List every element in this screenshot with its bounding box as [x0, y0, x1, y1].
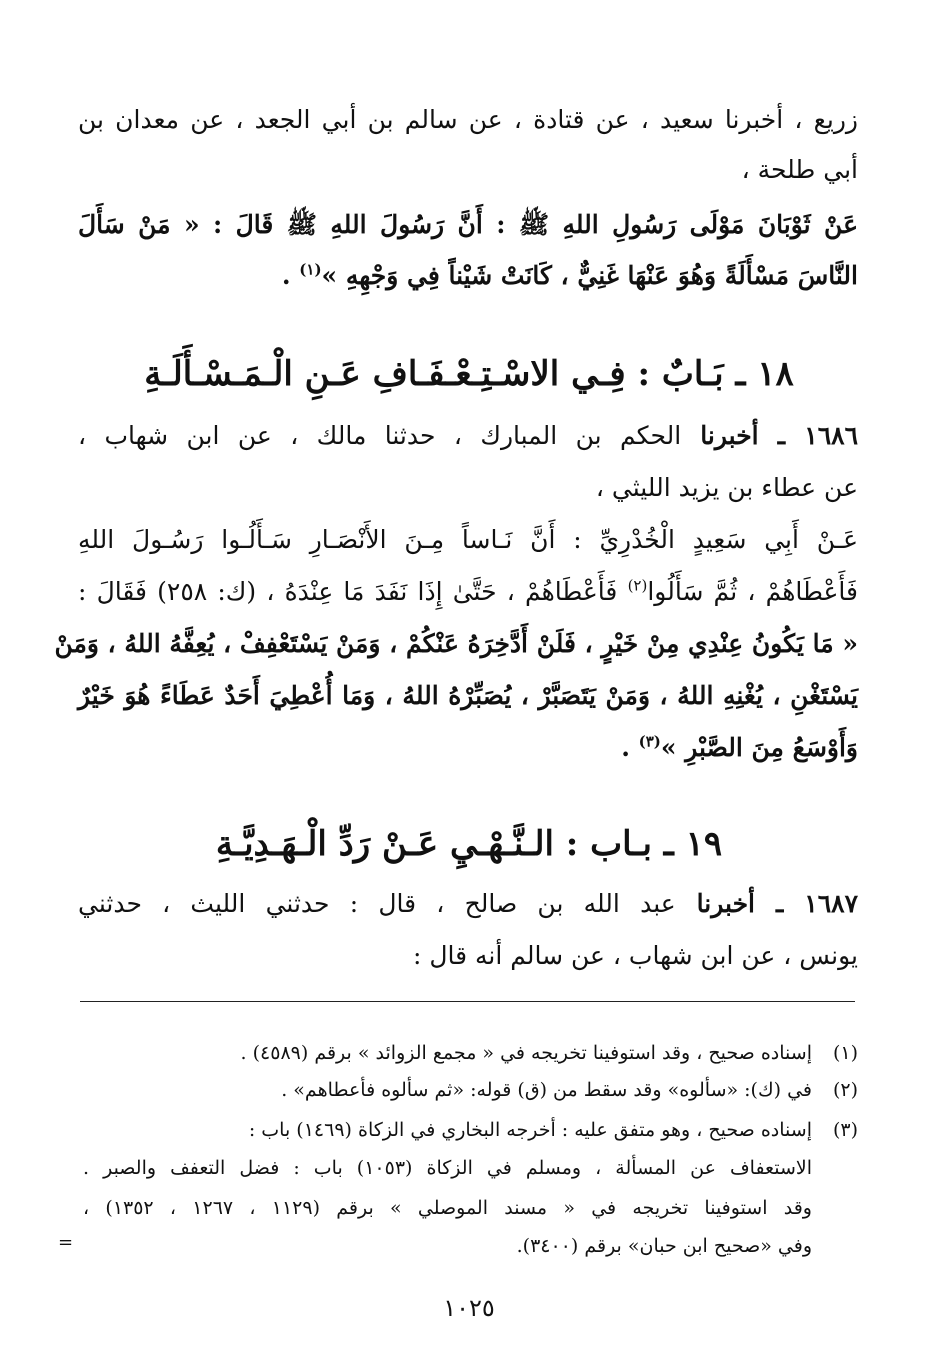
footnote-ref-1: (١) — [299, 260, 322, 279]
hadith-text: النَّاسَ مَسْأَلَةً وَهُوَ عَنْهَا غَنِيٌّ ، كَانَتْ شَيْناً فِي وَجْهِهِ » — [321, 261, 858, 290]
footnote-text: إسناده صحيح ، وقد استوفينا تخريجه في « مجمع الزوائد » برقم (٤٥٨٩) . — [240, 1042, 812, 1064]
footnote-3-line-2: الاستعفاف عن المسألة ، ومسلم في الزكاة (١٠٥٣) باب : فضل التعفف والصبر . — [83, 1157, 812, 1179]
hadith-1686-text-line-5 — [78, 728, 858, 768]
hadith-text-line-2 — [78, 256, 858, 296]
footnote-3-line-3: وقد استوفينا تخريجه في « مسند الموصلي » برقم (١١٢٩ ، ١٢٦٧ ، ١٣٥٢) ، — [83, 1197, 812, 1219]
footnote-text: في (ك): «سألوه» وقد سقط من (ق) قوله: «ثم سألوه فأعطاهم» . — [281, 1079, 812, 1101]
footnote-1 — [83, 1037, 858, 1069]
continuation-mark: = — [58, 1232, 74, 1253]
akhbarana-word: أخبرنا — [681, 421, 778, 450]
hadith-1686-isnad-line-1 — [78, 416, 858, 456]
page-number: ١٠٢٥ — [443, 1294, 495, 1322]
hadith-text-line-1: عَنْ ثَوْبَانَ مَوْلَى رَسُولِ اللهِ ﷺ : أَنَّ رَسُولَ اللهِ ﷺ قَالَ : « مَنْ سَأَلَ — [78, 210, 858, 239]
hadith-1687-isnad-line-1 — [78, 884, 858, 924]
hadith-1686-text-line-2 — [78, 572, 858, 612]
footnote-text: إسناده صحيح ، وهو متفق عليه : أخرجه البخاري في الزكاة (١٤٦٩) باب : — [248, 1119, 812, 1141]
footnote-number: (٢) — [832, 1079, 858, 1101]
hadith-text: وَأَوْسَعُ مِنَ الصَّبْرِ » — [660, 733, 858, 762]
hadith-1686-text-line-3: « مَا يَكُونُ عِنْدِي مِنْ خَيْرٍ ، فَلَنْ أَدَّخِرَهُ عَنْكُمْ ، وَمَنْ يَسْتَعْفِفْ ، يُعِفَّهُ اللهُ ، وَمَنْ — [54, 629, 858, 658]
section-18-heading: ١٨ ـ بَـابٌ : فِـي الاسْـتِـعْـفَـافِ عَـنِ الْـمَـسْـأَلَـةِ — [144, 354, 794, 394]
body-line-1: زريع ، أخبرنا سعيد ، عن قتادة ، عن سالم بن أبي الجعد ، عن معدان بن — [78, 105, 858, 134]
hadith-end-punct: . — [621, 733, 639, 762]
hadith-number: ١٦٨٦ ـ — [777, 421, 858, 450]
hadith-1687-isnad-line-2: يونس ، عن ابن شهاب ، عن سالم أنه قال : — [412, 941, 858, 970]
isnad-text: الحكم بن المبارك ، حدثنا مالك ، عن ابن شهاب ، — [78, 421, 682, 450]
text-part-a: فَأَعْطَاهُمْ ، ثُمَّ سَأَلُوا — [647, 577, 858, 606]
footnote-3-line-1 — [83, 1114, 858, 1146]
footnote-2 — [83, 1074, 858, 1106]
hadith-number: ١٦٨٧ ـ — [775, 889, 858, 918]
hadith-1686-text-line-1: عَـنْ أَبِي سَعِيدٍ الْخُدْرِيِّ : أَنَّ نَـاساً مِـنَ الأَنْصَـارِ سَـأَلُـوا رَسُـولَ اللهِ — [78, 525, 858, 554]
footnote-separator — [80, 1001, 855, 1002]
akhbarana-word: أخبرنا — [675, 889, 776, 918]
footnote-ref-2: (٢) — [627, 576, 648, 595]
hadith-1686-isnad-line-2: عن عطاء بن يزيد الليثي ، — [595, 473, 858, 502]
text-part-b: فَأَعْطَاهُمْ ، حَتَّىٰ إِذَا نَفَدَ مَا عِنْدَهُ ، (ك: ٢٥٨) فَقَالَ : — [78, 577, 628, 606]
hadith-1686-text-line-4: يَسْتَغْنِ ، يُغْنِهِ اللهُ ، وَمَنْ يَتَصَبَّرْ ، يُصَبِّرْهُ اللهُ ، وَمَا أُعْطِيَ أَحَدٌ عَطَاءً هُوَ خَيْرٌ — [78, 681, 858, 710]
section-19-heading: ١٩ ـ بـاب : الـنَّـهْـيِ عَـنْ رَدِّ الْـهَـدِيَّـةِ — [215, 824, 723, 864]
footnote-number: (٣) — [832, 1119, 858, 1141]
footnote-number: (١) — [832, 1042, 858, 1064]
footnote-3-line-4: وفي «صحيح ابن حبان» برقم (٣٤٠٠). — [516, 1235, 812, 1257]
hadith-end-punct: . — [281, 261, 300, 290]
footnote-ref-3: (٣) — [638, 732, 661, 751]
isnad-text: عبد الله بن صالح ، قال : حدثني الليث ، حدثني — [78, 889, 676, 918]
body-line-2: أبي طلحة ، — [741, 155, 858, 184]
